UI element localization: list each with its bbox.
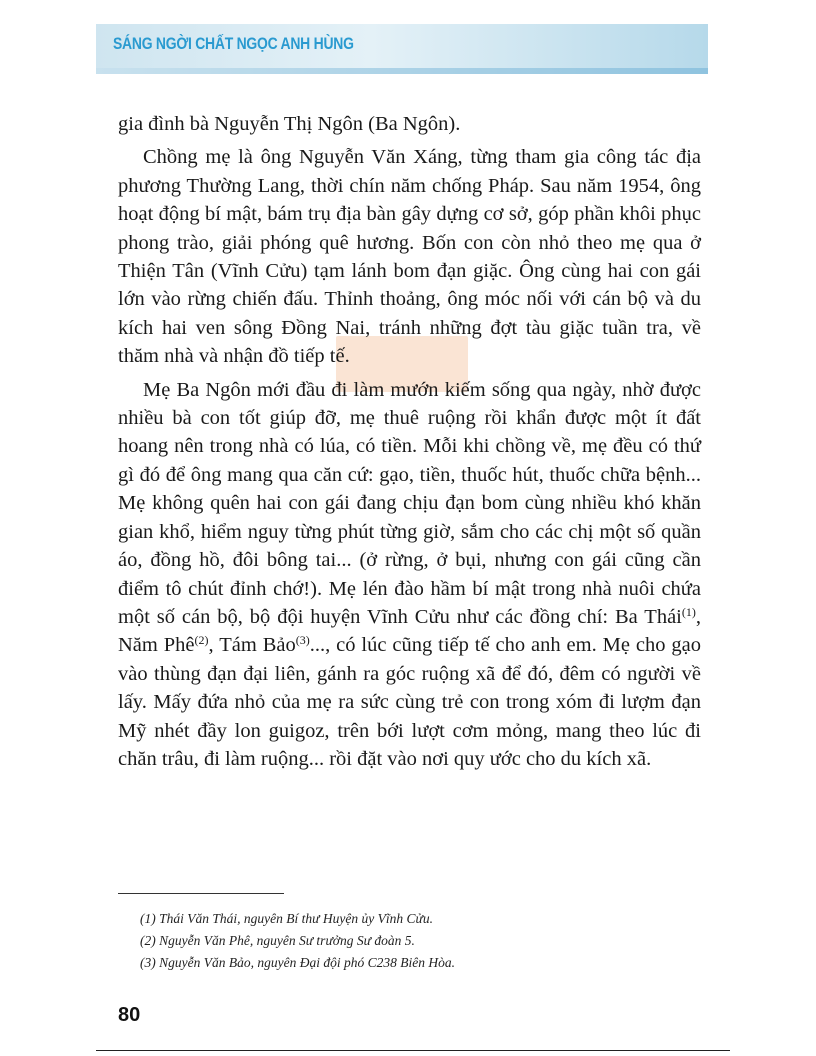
- footnote-3: (3) Nguyễn Văn Bảo, nguyên Đại đội phó C238 Biên Hòa.: [140, 955, 455, 970]
- footnote-ref-1: (1): [681, 604, 696, 619]
- footnote-2: (2) Nguyễn Văn Phê, nguyên Sư trưởng Sư đoàn 5.: [140, 933, 415, 948]
- paragraph-mother-text-1: Mẹ Ba Ngôn mới đầu đi làm mướn kiếm sống qua ngày, nhờ được nhiều bà con tốt giúp đỡ, mẹ thuê ruộng rồi khẩn được một ít đất hoang nên trong nhà có lúa, có tiền. Mỗi khi chồng về, mẹ đều có thứ gì đó để ông mang qua căn cứ: gạo, tiền, thuốc hút, thuốc chữa bệnh... Mẹ không quên hai con gái đang chịu đạn bom cùng nhiều khó khăn gian khổ, hiểm nguy từng phút từng giờ, sắm cho các chị một số quần áo, đồng hồ, đôi bông tai... (ở rừng, ở bụi, nhưng con gái cũng cần điểm tô chút đỉnh chớ!). Mẹ lén đào hầm bí mật trong nhà nuôi chứa một số cán bộ, bộ đội huyện Vĩnh Cửu như các đồng chí: Ba Thái: [118, 378, 701, 628]
- body-text: [118, 110, 701, 778]
- paragraph-continued: gia đình bà Nguyễn Thị Ngôn (Ba Ngôn).: [118, 113, 461, 135]
- running-header-title: SÁNG NGỜI CHẤT NGỌC ANH HÙNG: [113, 34, 354, 53]
- bottom-rule: [96, 1050, 730, 1051]
- footnote-separator: [118, 893, 284, 894]
- footnote-ref-3: (3): [295, 633, 310, 648]
- footnotes: [140, 908, 700, 974]
- page-number: 80: [118, 1004, 141, 1026]
- footnote-ref-2: (2): [194, 633, 209, 648]
- paragraph-husband: Chồng mẹ là ông Nguyễn Văn Xáng, từng tham gia công tác địa phương Thường Lang, thời chín năm chống Pháp. Sau năm 1954, ông hoạt động bí mật, bám trụ địa bàn gây dựng cơ sở, góp phần khôi phục phong trào, giải phóng quê hương. Bốn con còn nhỏ theo mẹ qua ở Thiện Tân (Vĩnh Cửu) tạm lánh bom đạn giặc. Ông cùng hai con gái lớn vào rừng chiến đấu. Thỉnh thoảng, ông móc nối với cán bộ và du kích hai ven sông Đồng Nai, tránh những đợt tàu giặc tuần tra, về thăm nhà và nhận đồ tiếp tế.: [118, 146, 701, 368]
- footnote-1: (1) Thái Văn Thái, nguyên Bí thư Huyện ủy Vĩnh Cửu.: [140, 911, 433, 926]
- paragraph-mother: [118, 376, 701, 774]
- paragraph-mother-text-2: , Năm Phê: [118, 605, 701, 657]
- paragraph-mother-text-4: ..., có lúc cũng tiếp tế cho anh em. Mẹ cho gạo vào thùng đạn đại liên, gánh ra góc ruộng xã để đó, đêm có người về lấy. Mấy đứa nhỏ của mẹ ra sức cùng trẻ con trong xóm đi lượm đạn Mỹ nhét đầy lon guigoz, trên bới lượt cơm mỏng, mang theo lúc đi chăn trâu, đi làm ruộng... rồi đặt vào nơi quy ước cho du kích xã.: [118, 634, 702, 770]
- paragraph-mother-text-3: , Tám Bảo: [208, 634, 296, 657]
